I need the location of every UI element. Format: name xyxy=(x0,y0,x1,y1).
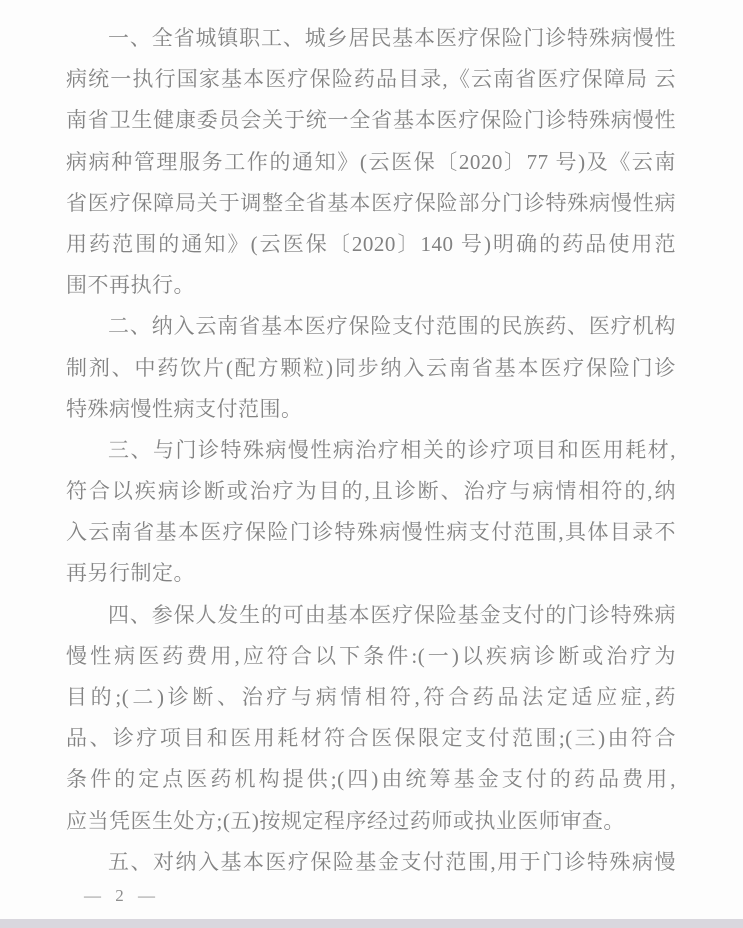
document-line: 目的;(二)诊断、治疗与病情相符,符合药品法定适应症,药 xyxy=(66,685,676,709)
paragraph-1 xyxy=(66,18,676,306)
document-line: 符合以疾病诊断或治疗为目的,且诊断、治疗与病情相符的,纳 xyxy=(66,479,676,504)
document-line: 再另行制定。 xyxy=(66,561,195,586)
document-line: 南省卫生健康委员会关于统一全省基本医疗保险门诊特殊病慢性 xyxy=(66,108,676,133)
document-line: 用药范围的通知》(云医保〔2020〕140 号)明确的药品使用范 xyxy=(66,231,676,256)
paragraph-3 xyxy=(66,430,676,595)
document-line: 条件的定点医药机构提供;(四)由统筹基金支付的药品费用, xyxy=(66,767,676,792)
paragraph-5 xyxy=(66,842,676,883)
document-line: 省医疗保障局关于调整全省基本医疗保险部分门诊特殊病慢性病 xyxy=(66,190,676,215)
document-line: 特殊病慢性病支付范围。 xyxy=(66,396,303,421)
paragraph-2 xyxy=(66,306,676,430)
document-line: 五、对纳入基本医疗保险基金支付范围,用于门诊特殊病慢 xyxy=(108,849,676,874)
document-line: 三、与门诊特殊病慢性病治疗相关的诊疗项目和医用耗材, xyxy=(108,437,676,462)
paragraph-4 xyxy=(66,595,676,842)
scan-edge xyxy=(0,919,743,928)
document-line: 病统一执行国家基本医疗保险药品目录,《云南省医疗保障局 云 xyxy=(66,67,676,92)
document-body xyxy=(66,18,676,883)
document-line: 入云南省基本医疗保险门诊特殊病慢性病支付范围,具体目录不 xyxy=(66,520,676,545)
document-line: 二、纳入云南省基本医疗保险支付范围的民族药、医疗机构 xyxy=(108,314,676,339)
document-line: 制剂、中药饮片(配方颗粒)同步纳入云南省基本医疗保险门诊 xyxy=(66,355,676,380)
page-number: — 2 — xyxy=(84,886,160,905)
document-line: 一、全省城镇职工、城乡居民基本医疗保险门诊特殊病慢性 xyxy=(108,26,676,50)
document-line: 应当凭医生处方;(五)按规定程序经过药师或执业医师审查。 xyxy=(66,808,625,833)
document-line: 慢性病医药费用,应符合以下条件:(一)以疾病诊断或治疗为 xyxy=(66,643,676,668)
document-line: 品、诊疗项目和医用耗材符合医保限定支付范围;(三)由符合 xyxy=(66,726,676,751)
document-line: 四、参保人发生的可由基本医疗保险基金支付的门诊特殊病 xyxy=(108,602,676,627)
document-line: 病病种管理服务工作的通知》(云医保〔2020〕77 号)及《云南 xyxy=(66,149,676,174)
document-line: 围不再执行。 xyxy=(66,273,195,298)
